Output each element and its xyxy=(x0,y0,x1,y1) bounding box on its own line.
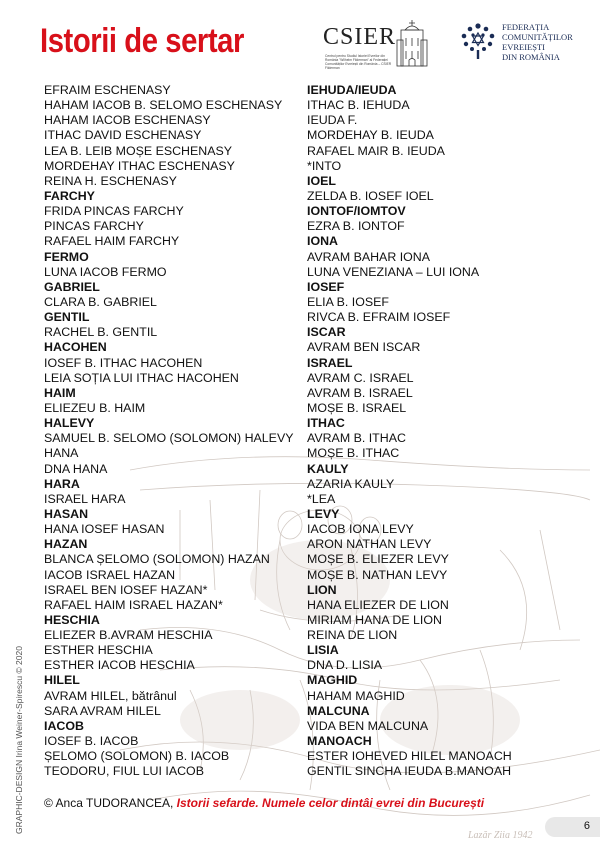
person-name-entry: VIDA BEN MALCUNA xyxy=(307,718,429,733)
person-name-entry: HANA xyxy=(44,446,79,461)
person-name-entry: *LEA xyxy=(307,491,336,506)
person-name-entry: AVRAM BEN ISCAR xyxy=(307,340,421,355)
person-name-entry: GENTIL SINCHA IEUDA B.MANOAH xyxy=(307,764,512,779)
csier-subtitle: Centrul pentru Studiul Istoriei Evreilor din România "Wilhelm Filderman" al Federației Comunităților Evreiești din România – CSIER Filderman xyxy=(325,54,392,70)
names-column-right xyxy=(307,83,512,779)
family-name-heading: MANOACH xyxy=(307,734,372,749)
person-name-entry: MOȘE B. NATHAN LEVY xyxy=(307,567,448,582)
person-name-entry: AVRAM B. ITHAC xyxy=(307,431,406,446)
family-name-heading: IOSEF xyxy=(307,279,345,294)
family-name-heading: LION xyxy=(307,582,337,597)
person-name-entry: RAFAEL HAIM ISRAEL HAZAN* xyxy=(44,597,223,612)
family-name-heading: HAZAN xyxy=(44,537,88,552)
footer-book-title: Istorii sefarde. Numele celor dintâi evrei din București xyxy=(176,796,485,810)
person-name-entry: ITHAC DAVID ESCHENASY xyxy=(44,128,202,143)
person-name-entry: AVRAM B. ISRAEL xyxy=(307,385,413,400)
person-name-entry: MOȘE B. ISRAEL xyxy=(307,400,407,415)
person-name-entry: ELIA B. IOSEF xyxy=(307,294,389,309)
person-name-entry: SAMUEL B. SELOMO (SOLOMON) HALEVY xyxy=(44,431,294,446)
person-name-entry: IOSEF B. ITHAC HACOHEN xyxy=(44,355,203,370)
person-name-entry: ESTHER HESCHIA xyxy=(44,643,153,658)
person-name-entry: ESTHER IACOB HESCHIA xyxy=(44,658,195,673)
design-credit: GRAPHIC-DESIGN Irina Weiner-Spirescu © 2020 xyxy=(14,646,24,834)
footer-copyright: © Anca TUDORANCEA, xyxy=(44,796,177,810)
person-name-entry: REINA DE LION xyxy=(307,628,398,643)
person-name-entry: ESTER IOHEVED HILEL MANOACH xyxy=(307,749,512,764)
person-name-entry: *INTO xyxy=(307,158,342,173)
person-name-entry: HAHAM IACOB ESCHENASY xyxy=(44,113,211,128)
family-name-heading: LISIA xyxy=(307,643,339,658)
person-name-entry: AVRAM BAHAR IONA xyxy=(307,249,431,264)
page-number: 6 xyxy=(583,820,590,832)
family-name-heading: MAGHID xyxy=(307,673,358,688)
person-name-entry: ZELDA B. IOSEF IOEL xyxy=(307,188,434,203)
page-number-tab xyxy=(545,817,600,837)
person-name-entry: MOȘE B. ELIEZER LEVY xyxy=(307,552,449,567)
person-name-entry: AVRAM HILEL, bătrânul xyxy=(44,688,177,703)
family-name-heading: IOEL xyxy=(307,173,336,188)
family-name-heading: HARA xyxy=(44,476,80,491)
person-name-entry: LUNA IACOB FERMO xyxy=(44,264,167,279)
names-column-left xyxy=(44,83,293,779)
person-name-entry: RAFAEL HAIM FARCHY xyxy=(44,234,180,249)
family-name-heading: IACOB xyxy=(44,718,84,733)
family-name-heading: LEVY xyxy=(307,506,340,521)
person-name-entry: MORDEHAY B. IEUDA xyxy=(307,128,434,143)
page-title: Istorii de sertar xyxy=(40,22,244,60)
person-name-entry: MOȘE B. ITHAC xyxy=(307,446,400,461)
person-name-entry: ISRAEL HARA xyxy=(44,491,126,506)
person-name-entry: SARA AVRAM HILEL xyxy=(44,703,161,718)
person-name-entry: MIRIAM HANA DE LION xyxy=(307,612,442,627)
person-name-entry: RACHEL B. GENTIL xyxy=(44,325,158,340)
family-name-heading: IONA xyxy=(307,234,338,249)
federation-line-1: FEDERAȚIA xyxy=(502,22,550,32)
family-name-heading: GABRIEL xyxy=(44,279,100,294)
federation-line-4: DIN ROMÂNIA xyxy=(502,52,560,62)
person-name-entry: AZARIA KAULY xyxy=(307,476,395,491)
family-name-heading: IEHUDA/IEUDA xyxy=(307,83,397,97)
person-name-entry: LUNA VENEZIANA – LUI IONA xyxy=(307,264,480,279)
family-name-heading: KAULY xyxy=(307,461,349,476)
person-name-entry: HAHAM MAGHID xyxy=(307,688,405,703)
person-name-entry: ELIEZEU B. HAIM xyxy=(44,400,146,415)
person-name-entry: DNA D. LISIA xyxy=(307,658,383,673)
federation-logo xyxy=(458,20,573,64)
person-name-entry: HANA IOSEF HASAN xyxy=(44,522,165,537)
person-name-entry: ITHAC B. IEHUDA xyxy=(307,98,410,113)
person-name-entry: EFRAIM ESCHENASY xyxy=(44,83,171,97)
person-name-entry: ARON NATHAN LEVY xyxy=(307,537,432,552)
person-name-entry: EZRA B. IONTOF xyxy=(307,219,405,234)
family-name-heading: HAIM xyxy=(44,385,76,400)
family-name-heading: ISCAR xyxy=(307,325,346,340)
person-name-entry: CLARA B. GABRIEL xyxy=(44,294,157,309)
person-name-entry: IEUDA F. xyxy=(307,113,358,128)
person-name-entry: IACOB IONA LEVY xyxy=(307,522,414,537)
person-name-entry: HANA ELIEZER DE LION xyxy=(307,597,449,612)
person-name-entry: LEA B. LEIB MOȘE ESCHENASY xyxy=(44,143,232,158)
synagogue-building-icon xyxy=(395,18,429,68)
federation-line-2: COMUNITĂȚILOR xyxy=(502,32,573,42)
footer-citation xyxy=(44,796,484,810)
person-name-entry: IACOB ISRAEL HAZAN xyxy=(44,567,176,582)
family-name-heading: FARCHY xyxy=(44,188,95,203)
family-name-heading: FERMO xyxy=(44,249,89,264)
family-name-heading: MALCUNA xyxy=(307,703,370,718)
person-name-entry: PINCAS FARCHY xyxy=(44,219,144,234)
person-name-entry: TEODORU, FIUL LUI IACOB xyxy=(44,764,204,779)
person-name-entry: BLANCA ȘELOMO (SOLOMON) HAZAN xyxy=(44,552,270,567)
csier-name: CSIER xyxy=(323,24,397,50)
family-name-heading: IONTOF/IOMTOV xyxy=(307,204,406,219)
family-name-heading: HACOHEN xyxy=(44,340,107,355)
family-name-heading: HALEVY xyxy=(44,416,95,431)
person-name-entry: IOSEF B. IACOB xyxy=(44,734,139,749)
family-name-heading: HILEL xyxy=(44,673,80,688)
family-name-heading: ISRAEL xyxy=(307,355,353,370)
person-name-entry: DNA HANA xyxy=(44,461,108,476)
person-name-entry: REINA H. ESCHENASY xyxy=(44,173,177,188)
family-name-heading: GENTIL xyxy=(44,310,90,325)
person-name-entry: FRIDA PINCAS FARCHY xyxy=(44,204,184,219)
person-name-entry: LEIA SOȚIA LUI ITHAC HACOHEN xyxy=(44,370,239,385)
family-name-heading: ITHAC xyxy=(307,416,345,431)
person-name-entry: HAHAM IACOB B. SELOMO ESCHENASY xyxy=(44,98,283,113)
family-name-heading: HASAN xyxy=(44,506,89,521)
csier-logo xyxy=(323,18,431,70)
person-name-entry: RIVCA B. EFRAIM IOSEF xyxy=(307,310,451,325)
person-name-entry: ELIEZER B.AVRAM HESCHIA xyxy=(44,628,213,643)
family-name-heading: HESCHIA xyxy=(44,612,100,627)
person-name-entry: ȘELOMO (SOLOMON) B. IACOB xyxy=(44,749,230,764)
sketch-signature: Lazăr Ziia 1942 xyxy=(468,830,533,841)
person-name-entry: AVRAM C. ISRAEL xyxy=(307,370,414,385)
person-name-entry: MORDEHAY ITHAC ESCHENASY xyxy=(44,158,235,173)
person-name-entry: ISRAEL BEN IOSEF HAZAN* xyxy=(44,582,208,597)
federation-name xyxy=(502,22,573,62)
star-of-david-tree-icon xyxy=(458,20,498,60)
federation-line-3: EVREIEȘTI xyxy=(502,42,545,52)
person-name-entry: RAFAEL MAIR B. IEUDA xyxy=(307,143,445,158)
